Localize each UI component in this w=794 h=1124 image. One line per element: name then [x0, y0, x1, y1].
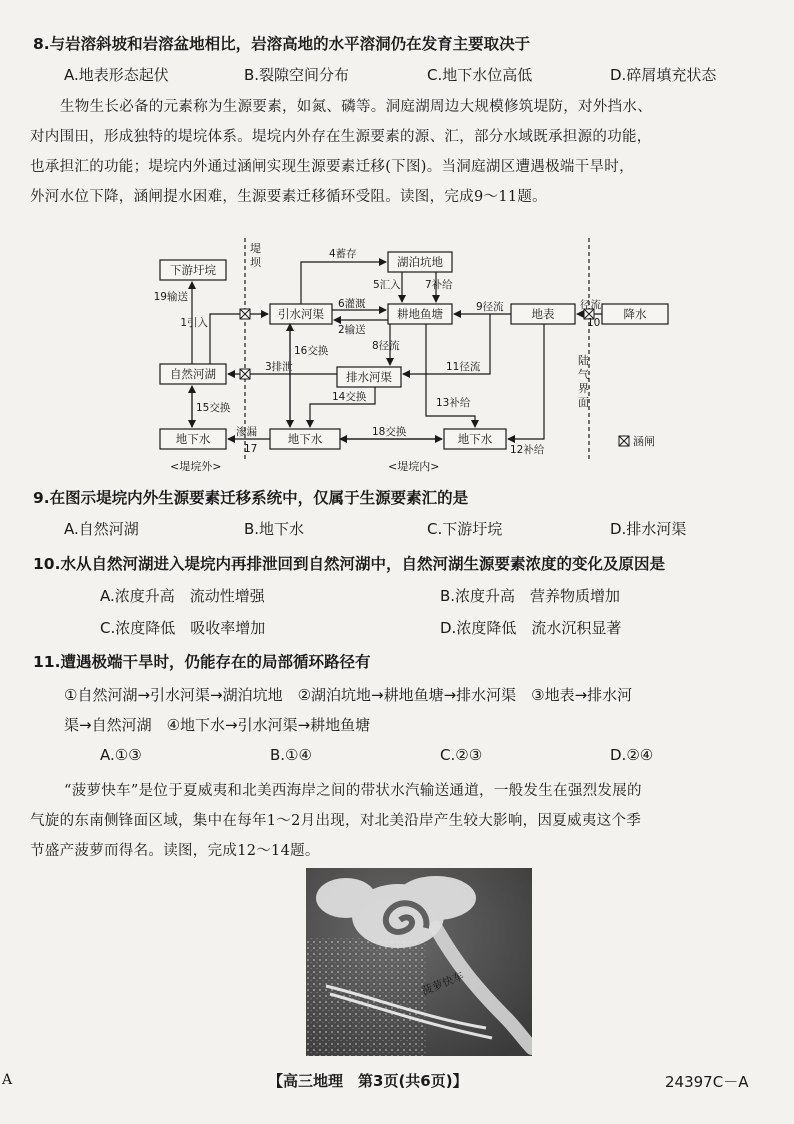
- q8-stem: 8.与岩溶斜坡和岩溶盆地相比，岩溶高地的水平溶洞仍在发育主要取决于: [33, 35, 531, 53]
- edge-11: 11径流: [446, 361, 481, 373]
- passage2-line1: “菠萝快车”是位于夏威夷和北美西海岸之间的带状水汽输送通道，一般发生在强烈发展的: [64, 783, 642, 799]
- q8-options: [64, 64, 760, 85]
- q11-option-c[interactable]: C.②③: [440, 746, 483, 764]
- edge-9: 9径流: [476, 301, 504, 313]
- land-air-2: 气: [578, 368, 589, 381]
- q9-options: [64, 518, 760, 539]
- edge-8: 8径流: [372, 340, 400, 352]
- legend-sluice: 涵闸: [633, 435, 655, 448]
- node-precipitation: 降水: [623, 307, 647, 321]
- land-air-4: 面: [578, 396, 589, 409]
- footer-left-mark: A: [2, 1072, 13, 1088]
- node-natural-lake: 自然河湖: [170, 367, 216, 381]
- label-outside: <堤垸外>: [170, 460, 222, 473]
- q11-option-b[interactable]: B.①④: [270, 746, 312, 764]
- pineapple-express-label: 菠萝快车: [420, 969, 466, 998]
- land-air-1: 陆: [578, 354, 589, 367]
- q10-options-row1: [100, 585, 740, 606]
- node-downstream: 下游圩垸: [170, 263, 216, 277]
- edge-19: 19输送: [153, 291, 188, 303]
- edge-15: 15交换: [196, 402, 231, 414]
- q10-stem: 10.水从自然河湖进入堤垸内再排泄回到自然河湖中，自然河湖生源要素浓度的变化及原因是: [33, 555, 665, 573]
- q8-option-d[interactable]: D.碎屑填充状态: [610, 66, 717, 84]
- edge-18: 18交换: [372, 426, 407, 438]
- node-groundwater-inside-1: 地下水: [287, 432, 323, 446]
- satellite-cloud-image: [306, 868, 532, 1056]
- edge-1: 1引入: [180, 317, 208, 329]
- node-intake-canal: 引水河渠: [278, 307, 324, 321]
- edge-3: 3排泄: [265, 361, 293, 373]
- footer-page-info: 【高三地理 第3页(共6页)】: [268, 1072, 468, 1090]
- q9-stem: 9.在图示堤垸内外生源要素迁移系统中，仅属于生源要素汇的是: [33, 489, 469, 507]
- node-lake-pit: 湖泊坑地: [397, 255, 443, 269]
- q10-option-c[interactable]: C.浓度降低 吸收率增加: [100, 619, 266, 637]
- footer-paper-code: 24397C－A: [665, 1073, 749, 1091]
- q10-option-b[interactable]: B.浓度升高 营养物质增加: [440, 587, 621, 605]
- edge-10: 径流: [580, 299, 601, 311]
- q9-option-a[interactable]: A.自然河湖: [64, 520, 139, 538]
- edge-17-num: 17: [244, 443, 258, 455]
- dike-label-2: 坝: [250, 256, 261, 269]
- edge-12: 12补给: [510, 444, 545, 456]
- edge-6: 6灌溉: [338, 298, 366, 310]
- land-air-3: 界: [578, 382, 589, 395]
- edge-16: 16交换: [294, 345, 329, 357]
- edge-7: 7补给: [425, 279, 453, 291]
- q8-option-a[interactable]: A.地表形态起伏: [64, 66, 169, 84]
- node-groundwater-outside: 地下水: [175, 432, 211, 446]
- edge-13: 13补给: [436, 397, 471, 409]
- edge-5: 5汇入: [373, 279, 401, 291]
- q11-stem: 11.遭遇极端干旱时，仍能存在的局部循环路径有: [33, 653, 371, 671]
- edge-2: 2输送: [338, 324, 366, 336]
- passage1-line3: 也承担汇的功能；堤垸内外通过涵闸实现生源要素迁移(下图)。当洞庭湖区遭遇极端干旱时，: [30, 159, 634, 175]
- q9-option-c[interactable]: C.下游圩垸: [427, 520, 503, 538]
- edge-17: 渗漏: [236, 426, 257, 438]
- q8-option-b[interactable]: B.裂隙空间分布: [244, 66, 350, 84]
- node-surface: 地表: [531, 307, 555, 321]
- q8-option-c[interactable]: C.地下水位高低: [427, 66, 533, 84]
- label-inside: <堤垸内>: [388, 460, 440, 473]
- node-drain-canal: 排水河渠: [346, 370, 392, 384]
- q10-option-d[interactable]: D.浓度降低 流水沉积显著: [440, 619, 622, 637]
- q9-option-b[interactable]: B.地下水: [244, 520, 305, 538]
- q11-option-d[interactable]: D.②④: [610, 746, 654, 764]
- q10-option-a[interactable]: A.浓度升高 流动性增强: [100, 587, 265, 605]
- q9-option-d[interactable]: D.排水河渠: [610, 520, 687, 538]
- passage2-line3: 节盛产菠萝而得名。读图，完成12～14题。: [30, 843, 320, 859]
- edge-4: 4蓄存: [329, 248, 357, 260]
- q11-paths-line1: ①自然河湖→引水河渠→湖泊坑地 ②湖泊坑地→耕地鱼塘→排水河渠 ③地表→排水河: [64, 686, 633, 704]
- passage1-line4: 外河水位下降，涵闸提水困难，生源要素迁移循环受阻。读图，完成9～11题。: [30, 189, 547, 205]
- edge-10-num: 10: [587, 317, 601, 329]
- q10-options-row2: [100, 617, 740, 638]
- q11-paths-line2: 渠→自然河湖 ④地下水→引水河渠→耕地鱼塘: [64, 716, 371, 734]
- passage1-line1: 生物生长必备的元素称为生源要素，如氮、磷等。洞庭湖周边大规模修筑堤防，对外挡水、: [60, 99, 652, 115]
- edge-14: 14交换: [332, 391, 367, 403]
- q11-options: [100, 746, 730, 764]
- passage1-line2: 对内围田，形成独特的堤垸体系。堤垸内外存在生源要素的源、汇，部分水域既承担源的功能，: [30, 129, 652, 145]
- dike-label: 堤: [250, 242, 261, 255]
- node-groundwater-inside-2: 地下水: [457, 432, 493, 446]
- nutrient-migration-diagram: [140, 236, 680, 476]
- node-farm-pond: 耕地鱼塘: [397, 307, 443, 321]
- passage2-line2: 气旋的东南侧锋面区域，集中在每年1～2月出现，对北美沿岸产生较大影响，因夏威夷这个季: [30, 813, 642, 829]
- q11-option-a[interactable]: A.①③: [100, 746, 142, 764]
